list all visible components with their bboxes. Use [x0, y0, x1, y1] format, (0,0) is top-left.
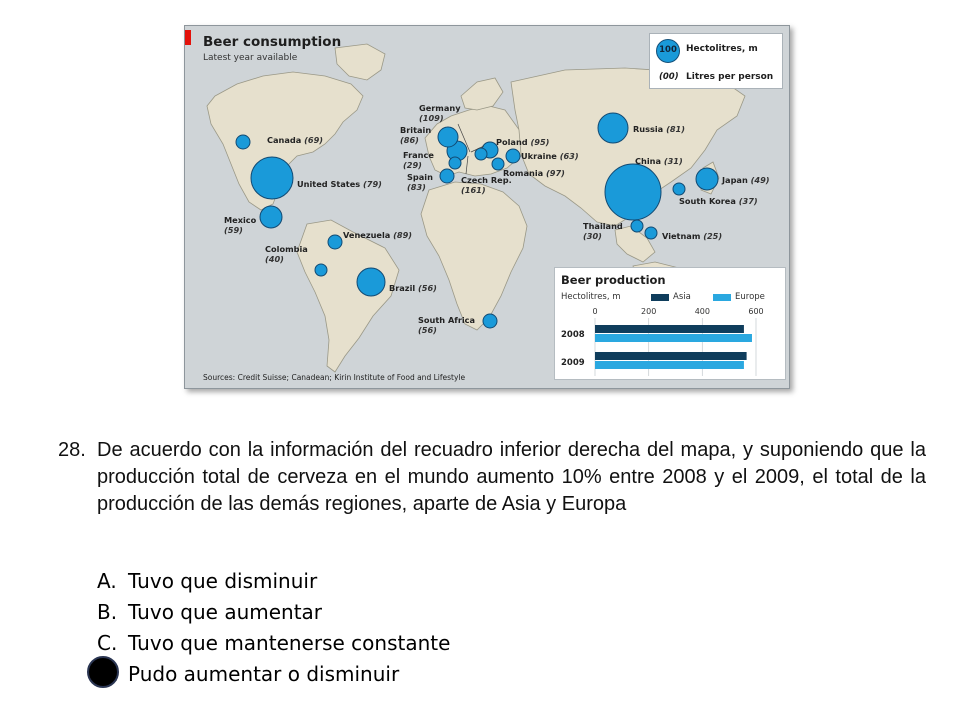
country-value: (56) — [418, 283, 437, 293]
bubble-britain — [438, 127, 458, 147]
option-a-text: Tuvo que disminuir — [128, 569, 318, 593]
question-text: De acuerdo con la información del recuadro inferior derecha del mapa, y suponiendo que la producción total de cerveza en el mundo aumento 10% entre 2008 y el 2009, el total de la producción de las demás regiones, aparte de Asia y Europa — [97, 439, 926, 515]
option-a-letter: A. — [97, 569, 117, 593]
label-poland — [496, 137, 549, 147]
option-c[interactable] — [97, 630, 450, 657]
bar-europe-2008 — [595, 334, 752, 342]
option-b[interactable] — [97, 599, 322, 626]
legend-circle: 100 — [656, 39, 680, 63]
country-value: (40) — [265, 254, 284, 264]
bubble-colombia — [315, 264, 327, 276]
country-value: (63) — [559, 151, 579, 161]
bubble-japan — [696, 168, 718, 190]
country-name: Brazil — [389, 283, 416, 293]
bubble-ukraine — [506, 149, 520, 163]
country-name: Ukraine — [521, 151, 557, 161]
label-ukraine — [521, 151, 579, 161]
country-value: (69) — [304, 135, 324, 145]
beer-consumption-map — [184, 25, 790, 389]
bubble-brazil — [357, 268, 385, 296]
country-name: Czech Rep. — [461, 175, 512, 185]
question-number: 28. — [58, 439, 86, 461]
legend-paren-value: (00) — [659, 72, 679, 82]
label-japan — [722, 175, 770, 185]
tick-label-400: 400 — [694, 307, 710, 316]
bubble-vietnam — [645, 227, 657, 239]
country-value: (59) — [224, 225, 243, 235]
country-name: China — [635, 156, 661, 166]
country-name: Vietnam — [662, 231, 701, 241]
label-france — [403, 150, 434, 170]
label-colombia — [265, 244, 308, 264]
option-b-letter: B. — [97, 600, 118, 624]
country-name: Japan — [722, 175, 748, 185]
option-c-text: Tuvo que mantenerse constante — [128, 631, 451, 655]
bubble-canada — [236, 135, 250, 149]
option-d-text: Pudo aumentar o disminuir — [128, 662, 400, 686]
label-romania — [503, 168, 565, 178]
bubble-spain — [440, 169, 454, 183]
country-name: Canada — [267, 135, 302, 145]
country-name: Britain — [400, 125, 432, 135]
country-value: (109) — [419, 113, 444, 123]
map-legend — [649, 33, 783, 89]
option-a[interactable] — [97, 568, 317, 595]
bubble-mexico — [260, 206, 282, 228]
bubble-china — [605, 164, 661, 220]
country-name: Thailand — [583, 221, 623, 231]
country-name: United States — [297, 179, 361, 189]
country-name: Colombia — [265, 244, 308, 254]
bubble-united-states — [251, 157, 293, 199]
label-britain — [400, 125, 431, 145]
label-united-states — [297, 179, 382, 189]
country-value: (25) — [703, 231, 723, 241]
country-name: Russia — [633, 124, 664, 134]
figure-title: Beer consumption — [203, 34, 342, 50]
bar-asia-2008 — [595, 325, 744, 333]
figure-subtitle: Latest year available — [203, 53, 298, 63]
country-value: (31) — [663, 156, 683, 166]
label-germany — [419, 103, 461, 123]
country-value: (37) — [738, 196, 758, 206]
label-venezuela — [343, 230, 412, 240]
country-value: (56) — [418, 325, 437, 335]
country-name: Romania — [503, 168, 544, 178]
bubble-czech-rep — [475, 148, 487, 160]
tick-label-0: 0 — [592, 307, 598, 316]
country-value: (161) — [461, 185, 486, 195]
label-south-africa — [418, 315, 475, 335]
country-name: France — [403, 150, 434, 160]
country-value: (79) — [363, 179, 382, 189]
label-vietnam — [662, 231, 722, 241]
country-value: (83) — [407, 182, 426, 192]
country-value: (95) — [530, 137, 550, 147]
option-d[interactable] — [97, 661, 399, 688]
legend-hectolitres-label: Hectolitres, m — [686, 44, 758, 54]
bubble-france — [449, 157, 461, 169]
country-name: Mexico — [224, 215, 257, 225]
beer-production-chart — [554, 267, 786, 380]
row-label-2009: 2009 — [561, 358, 585, 368]
country-value: (97) — [546, 168, 565, 178]
country-value: (30) — [583, 231, 602, 241]
selected-answer-marker — [87, 656, 119, 688]
bubble-south-africa — [483, 314, 497, 328]
label-czech-rep — [461, 175, 512, 195]
tick-label-600: 600 — [748, 307, 764, 316]
label-russia — [633, 124, 685, 134]
production-title: Beer production — [561, 273, 666, 287]
country-value: (29) — [403, 160, 422, 170]
option-b-text: Tuvo que aumentar — [128, 600, 323, 624]
country-value: (86) — [400, 135, 419, 145]
country-name: Venezuela — [343, 230, 391, 240]
red-tab-marker — [185, 30, 191, 45]
label-china — [635, 156, 683, 166]
tick-label-200: 200 — [641, 307, 657, 316]
country-name: South Africa — [418, 315, 476, 325]
asia-legend-label: Asia — [673, 292, 691, 302]
row-label-2008: 2008 — [561, 330, 585, 340]
option-c-letter: C. — [97, 631, 118, 655]
label-thailand — [583, 221, 623, 241]
country-value: (89) — [393, 230, 413, 240]
bar-asia-2009 — [595, 352, 747, 360]
label-canada — [267, 135, 323, 145]
europe-legend-label: Europe — [735, 292, 765, 302]
country-name: Poland — [496, 137, 528, 147]
bubble-venezuela — [328, 235, 342, 249]
country-value: (49) — [750, 175, 770, 185]
production-bars — [555, 268, 787, 381]
legend-litres-label: Litres per person — [686, 72, 774, 82]
figure-source: Sources: Credit Suisse; Canadean; Kirin Institute of Food and Lifestyle — [203, 373, 466, 382]
country-name: Germany — [419, 103, 461, 113]
label-brazil — [389, 283, 437, 293]
country-name: Spain — [407, 172, 433, 182]
label-south-korea — [679, 196, 758, 206]
country-name: South Korea — [679, 196, 736, 206]
bubble-russia — [598, 113, 628, 143]
question-block — [58, 437, 926, 518]
bar-europe-2009 — [595, 361, 744, 369]
country-value: (81) — [666, 124, 685, 134]
label-mexico — [224, 215, 256, 235]
bubble-south-korea — [673, 183, 685, 195]
bubble-thailand — [631, 220, 643, 232]
label-spain — [407, 172, 433, 192]
production-unit: Hectolitres, m — [561, 292, 621, 302]
